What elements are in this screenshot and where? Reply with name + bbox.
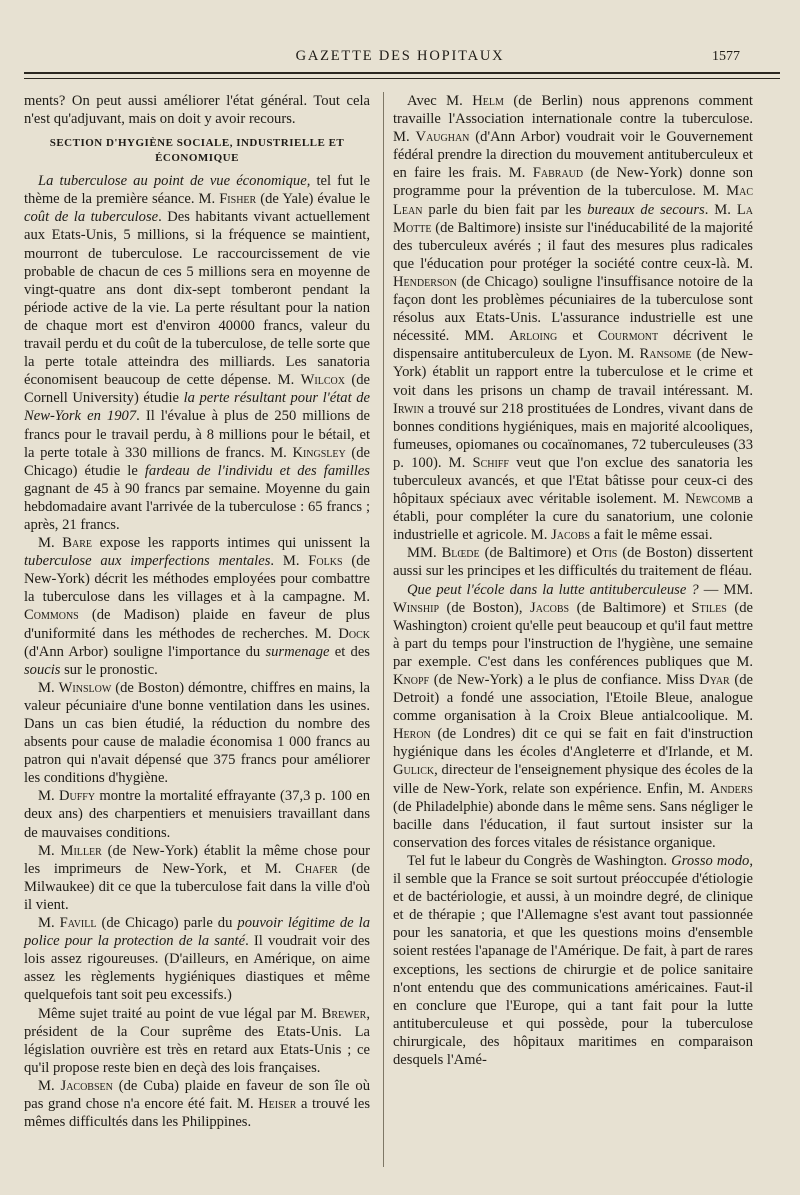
text-run: M.	[38, 915, 60, 932]
page-number: 1577	[712, 49, 740, 64]
topic-title: Que peut l'école dans la lutte antituberculeuse ?	[407, 581, 699, 598]
text-run: a fait le même essai.	[590, 527, 713, 544]
author-name: Folks	[308, 553, 343, 570]
text-run: (de Milwaukee) dit ce que la tuberculose fait dans la ville d'où il vient.	[24, 860, 370, 913]
paragraph-favill	[24, 914, 370, 1004]
text-run: fardeau de l'individu et des familles	[144, 462, 370, 479]
text-run: (de Yale) évalue le	[256, 191, 370, 208]
author-name: Brewer	[321, 1005, 367, 1022]
author-name: Winship	[393, 599, 440, 616]
author-name: Gulick	[393, 762, 435, 779]
text-run: . Il l'évalue à plus de 250 millions de francs pour le travail perdu, à 8 millions pour le bétail, et la perte totale à 330 millions de francs. M.	[24, 408, 371, 461]
author-name: Miller	[60, 842, 102, 859]
text-run: (de Baltimore) et	[569, 599, 692, 616]
paragraph-jacobsen	[24, 1077, 370, 1131]
topic-title: La tuberculose au point de vue économique,	[38, 173, 311, 190]
author-name: Courmont	[597, 328, 659, 345]
text-run: — MM.	[698, 581, 753, 598]
text-run: soucis	[24, 661, 61, 678]
author-name: Jacobs	[530, 599, 570, 616]
text-run: Grosso modo	[671, 852, 750, 869]
text-run: (de Chicago) parle du	[96, 915, 238, 932]
paragraph-conclusion	[393, 852, 753, 1069]
text-run: bureaux de secours	[587, 201, 705, 218]
text-run: tuberculose aux imperfections mentales	[24, 553, 271, 570]
author-name: Kingsley	[292, 444, 346, 461]
author-name: Fisher	[219, 191, 257, 208]
text-run: (de New-York) a le plus de confiance. Miss	[429, 672, 700, 688]
text-run: M.	[38, 788, 59, 805]
text-run: M.	[38, 842, 61, 859]
text-run: (de Cuba) plaide en faveur de son île où pas grand chose n'a encore été fait. M.	[24, 1077, 370, 1112]
author-name: Helm	[472, 93, 504, 109]
header-rule-thick	[24, 72, 780, 74]
author-name: Fabraud	[532, 165, 584, 182]
author-name: Irwin	[393, 400, 424, 417]
text-run: . M.	[270, 553, 309, 570]
text-run: (de Chicago) souligne l'insuffisance notoire de la façon dont les problèmes pécuniaires de la tuberculose sont résolus aux Etats-Unis. L'assurance industrielle est une nécessité. MM.	[393, 273, 753, 345]
text-run: (de Baltimore) insiste sur l'inéducabilité de la majorité des tuberculeux avérés ; il faut des mesures plus radicales que l'éducation pour protéger la société contre ceux-là. M.	[393, 219, 753, 272]
text-run: (de New-York) établit la même chose pour les imprimeurs de New-York, et M.	[24, 842, 370, 877]
paragraph-school	[393, 581, 753, 852]
author-name: Knopf	[393, 672, 430, 688]
author-name: Heron	[393, 726, 431, 743]
text-run: . Des habitants vivant actuellement aux Etats-Unis, 5 millions, si la fréquence se maintient, mourront de tuberculose. Le raccourcissement de vie probable de chacun de ces 5 millions sera en moyenne de vingt-quatre ans dont dix-sept tomberont pendant la période active de la vie. La perte résultant pour la nation de chaque mort est d'environ 40000 francs, valeur du travail perdu et du coût de la tuberculose, de telle sorte que la perte totale atteindra des milliards. Les sanatoria économisent beaucoup de cette dépense. M.	[24, 209, 370, 389]
text-run: a établi, pour compléter la cure du sanatorium, une colonie industrielle et agricole. M.	[393, 491, 753, 544]
text-run: (de Detroit) a fondé une association, l'Etoile Bleue, analogue comme organisation à la Croix Bleue antialcoolique. M.	[393, 672, 753, 725]
text-run: coût de la tuberculose	[24, 209, 159, 226]
author-name: Wilcox	[300, 372, 345, 389]
author-name: Schiff	[472, 454, 509, 471]
text-run: (de Boston),	[439, 599, 531, 616]
text-run: , il semble que la France se soit surtout préoccupée d'étiologie et de bactériologie, et aussi, à un moindre degré, de clinique et de thérapie ; que l'Allemagne s'est avant tout passionnée pour les sanatoria, et que les questions moins d'ensemble soient restées l'apanage de l'Amérique. De fait, à part de rares exceptions, les sections de chirurgie et de police sanitaire n'ont entendu que des communications américaines. Faut-il en conclure que l'Europe, qui a tant fait pour la lutte antituberculeuse et qui possède, pour la tuberculose chirurgicale, des hôpitaux maritimes en comparaison desquels l'Amé-	[393, 852, 753, 1068]
left-column	[24, 92, 370, 1131]
author-name: Jacobs	[551, 527, 591, 544]
header-rule-thin	[24, 78, 780, 79]
text-run: M.	[38, 535, 63, 552]
author-name: Otis	[591, 545, 618, 562]
author-name: Vaughan	[415, 129, 470, 146]
text-run: . Il voudrait voir des lois assez rigoureuses. (D'ailleurs, en Amérique, on aime assez les règlements hygiéniques diastiques et même quelquefois tant soit peu excessifs.)	[24, 933, 370, 1004]
text-run: sur le pronostic.	[60, 661, 158, 678]
text-run: , directeur de l'enseignement physique des écoles de la ville de New-York, relate son expérience. Enfin, M.	[393, 762, 753, 797]
text-run: tel fut le thème de la première séance. M.	[24, 173, 370, 208]
author-name: Ransome	[639, 346, 692, 363]
paragraph-bare	[24, 534, 370, 679]
text-run: (de Cornell University) étudie	[24, 372, 370, 407]
section-heading: SECTION D'HYGIÈNE SOCIALE, INDUSTRIELLE ET ÉCONOMIQUE	[49, 137, 345, 165]
text-run: (de New-York) décrit les méthodes employées pour combattre la tuberculose dans les villages et à la campagne. M.	[24, 553, 370, 606]
text-run: décrivent le dispensaire antituberculeux de Lyon. M.	[393, 328, 753, 363]
text-run: a trouvé les mêmes difficultés dans les Philippines.	[24, 1095, 370, 1131]
text-run: veut que l'on exclue des sanatoria les tuberculeux avancés, et que l'Etat bâtisse pour ceux-ci des hôpitaux spéciaux avec véritable isolement. M.	[393, 454, 753, 508]
paragraph-duffy	[24, 787, 370, 841]
text-run: Tel fut le labeur du Congrès de Washington.	[407, 852, 672, 869]
author-name: Dyar	[699, 672, 730, 688]
text-run: (de Philadelphie) abonde dans le même sens. Sans négliger le bacille dans l'éducation, il faut surtout insister sur la conservation des forces vitales de résistance organique.	[393, 798, 753, 851]
text-run: . M.	[704, 201, 737, 218]
author-name: Favill	[59, 915, 97, 932]
text-run: MM.	[407, 545, 442, 562]
text-run: la perte résultant pour l'état de New-York en 1907	[24, 390, 370, 425]
text-run: (de New-York) donne son programme pour la prévention de la tuberculose. M.	[393, 165, 753, 200]
text-run: M.	[38, 1077, 61, 1094]
text-run: (de Boston) démontre, chiffres en mains, la valeur pécuniaire d'une bonne ventilation dans les usines. Dans un cas bien étudié, la réduction du nombre des absents pour cause de maladie économisa 1 000 francs au patron qui n'avait dépensé que 375 francs pour améliorer les conditions d'hygiène.	[24, 679, 370, 787]
text-run: gagnant de 45 à 90 francs par semaine. Moyenne du gain hebdomadaire avant l'arrivée de la tuberculose : 65 francs ; après, 21 francs.	[24, 480, 370, 533]
text-run: et des	[329, 643, 370, 660]
text-run: Même sujet traité au point de vue légal par M.	[38, 1005, 322, 1022]
text-run: (de Washington) croient qu'elle peut beaucoup et qu'il faut mettre à part du temps pour l'instruction de l'hygiène, une semaine par exemple. C'est dans les conférences publiques que M.	[393, 599, 753, 670]
text-run: montre la mortalité effrayante (37,3 p. 100 en deux ans) des charpentiers et menuisiers travaillant dans de mauvaises conditions.	[24, 788, 371, 841]
text-run: Avec M.	[407, 93, 473, 109]
column-divider	[383, 92, 384, 1167]
author-name: Chafer	[295, 860, 338, 877]
text-run: (d'Ann Arbor) souligne l'importance du	[24, 643, 266, 660]
author-name: La Motte	[393, 201, 754, 236]
author-name: Duffy	[58, 788, 96, 805]
text-run: (de Madison) plaide en faveur de plus d'uniformité dans les méthodes de recherches. M.	[24, 607, 370, 642]
text-run: (de Berlin) nous apprenons comment travaille l'Association internationale contre la tuberculose. M.	[393, 93, 753, 146]
text-run: , président de la Cour suprême des Etats-Unis. La législation ouvrière est très en retard aux Etats-Unis ; ce qu'il propose reste bien en deçà des lois françaises.	[24, 1005, 370, 1076]
text-run: (d'Ann Arbor) voudrait voir le Gouvernement fédéral prendre la direction du mouvement antituberculeux et en faire les frais. M.	[393, 129, 753, 182]
author-name: Dock	[338, 625, 370, 642]
text-run: (de Boston) dissertent aussi sur les principes et les difficultés du traitement de fléau.	[393, 545, 754, 580]
paragraph-brewer	[24, 1005, 370, 1077]
right-column	[393, 92, 753, 1069]
paragraph-bloede	[393, 544, 753, 580]
paragraph-continuation: ments? On peut aussi améliorer l'état général. Tout cela n'est qu'adjuvant, mais on doit y avoir recours.	[24, 93, 370, 128]
author-name: Jacobsen	[60, 1077, 113, 1094]
text-run: M.	[38, 679, 59, 696]
text-run: (de Londres) dit ce qui se fait en fait d'instruction hygiénique dans les écoles d'Angleterre et d'Irlande, et M.	[393, 726, 753, 761]
text-run: expose les rapports intimes qui unissent la	[92, 535, 370, 552]
paragraph-economic	[24, 172, 370, 534]
running-title: GAZETTE DES HOPITAUX	[295, 48, 505, 64]
author-name: Heiser	[258, 1095, 297, 1112]
text-run: (de Chicago) étudie le	[24, 444, 370, 479]
text-run: surmenage	[265, 643, 330, 660]
paragraph-helm	[393, 92, 753, 544]
author-name: Blœde	[441, 545, 480, 562]
paragraph-miller	[24, 842, 370, 914]
author-name: Newcomb	[685, 491, 741, 508]
text-run: parle du bien fait par les	[422, 201, 588, 218]
paragraph-winslow	[24, 679, 370, 788]
author-name: Henderson	[393, 273, 457, 290]
author-name: Commons	[24, 607, 79, 624]
author-name: Stiles	[691, 599, 727, 616]
author-name: Arloing	[508, 328, 558, 345]
author-name: Anders	[709, 780, 753, 797]
author-name: Bare	[62, 535, 92, 552]
author-name: Winslow	[58, 679, 112, 696]
author-name: Mac Lean	[393, 183, 753, 218]
text-run: a trouvé sur 218 prostituées de Londres, vivant dans de bonnes conditions hygiéniques, mais en majorité alcooliques, fumeuses, opiomanes ou cocaïnomanes, 72 tuberculeuses (33 p. 100). M.	[393, 400, 753, 471]
text-run: pouvoir légitime de la police pour la protection de la santé	[24, 915, 370, 950]
text-run: (de Baltimore) et	[479, 545, 592, 562]
text-run: (de New-York) établit un rapport entre la tuberculose et le crime et voit dans les prisons un champ de travail intéressant. M.	[393, 346, 753, 399]
text-run: et	[557, 328, 598, 345]
